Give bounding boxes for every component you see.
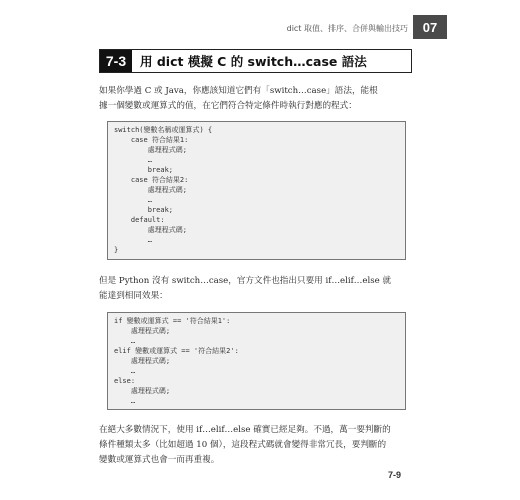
running-header-title: dict 取值、排序、合併與輸出技巧	[286, 24, 408, 33]
code-line: …	[114, 397, 136, 405]
paragraph-line: 能達到相同效果：	[99, 291, 168, 301]
paragraph-conclusion	[99, 423, 409, 468]
code-line: default:	[114, 216, 165, 224]
code-line: break;	[114, 206, 174, 214]
code-line: if 變數或運算式 == '符合結果1':	[114, 317, 231, 325]
code-line: …	[114, 337, 136, 345]
code-line: 處理程式碼;	[114, 357, 171, 365]
section-title: 用 dict 模擬 C 的 switch…case 語法	[140, 54, 367, 69]
code-line: break;	[114, 166, 174, 174]
paragraph-line: 如果你學過 C 或 Java，你應該知道它們有「switch…case」語法，能根	[99, 86, 378, 96]
section-number: 7-3	[100, 50, 132, 72]
code-line: elif 變數或運算式 == '符合結果2':	[114, 347, 239, 355]
page-number: 7-9	[388, 470, 402, 480]
code-line: switch(變數名稱或運算式) {	[114, 126, 213, 134]
code-line: 處理程式碼;	[114, 146, 187, 154]
paragraph-python	[99, 274, 409, 304]
code-block-switch	[107, 121, 406, 260]
code-line: …	[114, 156, 152, 164]
code-line: …	[114, 236, 152, 244]
paragraph-line: 變數或運算式也會一而再重複。	[99, 455, 220, 465]
paragraph-intro	[99, 84, 409, 114]
code-line: else:	[114, 377, 136, 385]
code-line: }	[114, 246, 119, 254]
code-line: 處理程式碼;	[114, 387, 171, 395]
code-line: case 符合結果2:	[114, 176, 189, 184]
code-line: 處理程式碼;	[114, 327, 171, 335]
code-line: …	[114, 367, 136, 375]
chapter-tab: 07	[413, 15, 447, 39]
section-heading	[99, 49, 412, 73]
paragraph-line: 據一個變數或運算式的值，在它們符合特定條件時執行對應的程式：	[99, 101, 357, 111]
code-line: 處理程式碼;	[114, 226, 187, 234]
code-line: …	[114, 196, 152, 204]
paragraph-line: 在絕大多數情況下，使用 if…elif…else 確實已經足夠。不過，萬一要判斷的	[99, 425, 391, 435]
code-block-if-elif	[107, 312, 406, 410]
paragraph-line: 但是 Python 沒有 switch…case，官方文件也指出只要用 if…elif…else 就	[99, 276, 392, 286]
code-line: case 符合結果1:	[114, 136, 189, 144]
code-line: 處理程式碼;	[114, 186, 187, 194]
paragraph-line: 條件種類太多（比如超過 10 個），這段程式碼就會變得非常冗長，要判斷的	[99, 440, 387, 450]
